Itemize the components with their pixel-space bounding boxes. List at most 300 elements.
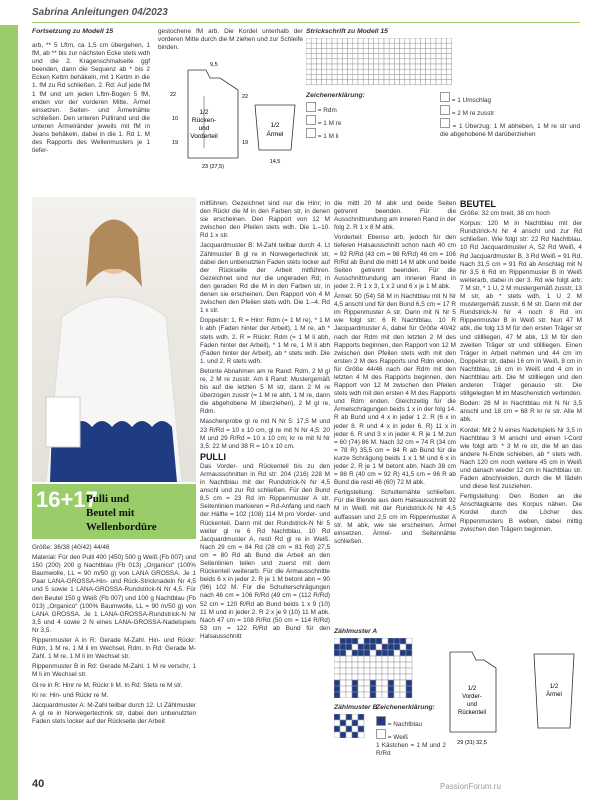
chart-cell [364,680,370,686]
chart-cell [358,638,364,644]
chart-cell [306,59,311,64]
chart-cell [316,38,321,43]
chart-cell [353,43,358,48]
chart-cell [382,662,388,668]
chart-cell [364,692,370,698]
chart-cell [353,54,358,59]
chart-cell [327,48,332,53]
chart-cell [446,69,451,74]
chart-cell [358,43,363,48]
chart-cell [311,43,316,48]
chart-cell [353,69,358,74]
chart-cell [441,59,446,64]
svg-text:9,5: 9,5 [210,62,218,68]
chart-cell [306,54,311,59]
chart-cell [384,69,389,74]
chart-cell [446,64,451,69]
chart-cell [327,74,332,79]
chart-cell [327,59,332,64]
chart-cell [415,69,420,74]
chart-cell [311,38,316,43]
chart-cell [441,80,446,85]
top-legend-left: = Rdm = 1 M re = 1 M li [306,102,416,141]
chart-cell [346,686,352,692]
chart-cell [364,656,370,662]
top-legend-right: = 1 Umschlag = 2 M re zusstr = 1 Überzug: 1 M abheben, 1 M re str und die abgehobene M darüberziehen [440,92,580,139]
chart-cell [382,638,388,644]
chart-cell [346,644,352,650]
pullover-schematic-sleeve [245,95,305,175]
chart-cell [352,668,358,674]
chart-cell [406,644,412,650]
chart-cell [364,668,370,674]
chart-cell [415,38,420,43]
chart-cell [405,54,410,59]
svg-text:Vorder-: Vorder- [462,694,482,700]
chart-cell [352,732,358,738]
chart-cell [340,656,346,662]
chart-cell [334,714,340,720]
chart-cell [306,43,311,48]
chart-cell [394,638,400,644]
chart-cell [376,686,382,692]
chart-cell [400,686,406,692]
chart-cell [370,650,376,656]
chart-cell [379,80,384,85]
chart-cell [352,720,358,726]
chart-cell [342,43,347,48]
chart-cell [406,650,412,656]
continuation-text-col1: arb, ** 5 Lftm, ca 1,5 cm übergehen, 1 fM, ab ** bis zur nächsten Ecke stets wdh und die 2. Kragenschmalseite ggf beenden, dann die Sequenz ab * bis 2 Ecken Kettm behäkeln, mit 1 Kettm in die 1. fM zu Rd schließen. 2. Rd: Auf jede fM 1 fM und um jeden Lftm-Bogen 5 fM, enden vor der vorderen Mitte. Ärmel einsetzen. Seiten- und Ärmelnähte schließen. Den unteren Pullirand und die unteren Ärmelränder jeweils mit fM in Jeans behäkeln, dabei in die 1. Rd 1. M des Rapports des Wellenmusters je 1 tiefer- [32,42,150,155]
svg-text:10: 10 [172,116,179,122]
chart-cell [441,69,446,74]
chart-cell [364,644,370,650]
beutel-column: BEUTEL Größe: 32 cm breit, 38 cm hoch Korpus: 120 M in Nachtblau mit der Rundstrick-N Nr 4 anschl und zur Rd schließen. Wie folgt str: 22 Rd Nachtblau, 10 Rd Jacquardmuster A, 52 Rd Weiß, 4 Rd Jacquardmuster B, 3 Rd Weiß = 91 Rd. Nach 31,5 cm = 91 Rd ab Anschlag mit N Nr 3,5 6 Rd im Rippenmuster B in Weiß weiterarb, dabei in der 3. Rd wie folgt arb: 7 M str, * 1 U, 2 M mustergemäß zusstr, 13 M str, ab * stets wdh, 1 U 2 M mustergemäß zusstr, 6 M str. Dann mit der Rundstrick-N Nr 4 noch 8 Rd im Rippenmuster B in Weiß str. Nun 47 M abk, die folg 13 M für den ersten Träger str und stillliegen, 47 M abk, 13 M für den zweiten Träger str und stillliegen. Einen Träger in Arbeit nehmen und 44 cm im Doppelstr str, dabei 16 cm in Weiß, 8 cm in Nachtblau, 16 cm in Weiß und 4 cm in Nachtblau arb. Die M stillliegen und den anderen Träger genauso str. Die stillgelegten M im Maschenstich verbinden. Boden: 28 M in Nachtblau mit N Nr 3,5 anschl und 18 cm = 68 R kr re str. Alle M abk. Kordel: Mit 2 N eines Nadelspiels Nr 3,5 in Nachtblau 3 M anschl und einen I-Cord wie folgt arb: * 3 M re str, die M an das andere N-Ende schieben, ab * stets wdh. Nach 120 cm noch weitere 45 cm in Weiß und danach wieder 12 cm in Nachtblau str. Faden abschneiden, durch die M fädeln und diese fest zusziehen. Fertigstellung: Den Boden an die Anschlagkante des Korpus nähen. Die Kordel durch die Löcher des Rippenmusters B weben, dabei mittig zwischen den Trägern beginnen. [460,199,582,533]
chart-cell [426,74,431,79]
chart-cell [388,686,394,692]
top-chart-title: Strickschrift zu Modell 15 [306,28,388,35]
chart-cell [358,732,364,738]
chart-cell [322,80,327,85]
chart-cell [332,48,337,53]
chart-cell [334,732,340,738]
chart-cell [406,638,412,644]
chart-cell [441,48,446,53]
chart-cell [322,69,327,74]
chart-cell [327,43,332,48]
chart-cell [316,48,321,53]
chart-cell [316,59,321,64]
chart-cell [327,38,332,43]
chart-cell [327,80,332,85]
chart-cell [415,59,420,64]
chart-cell [337,38,342,43]
chart-cell [353,64,358,69]
chart-cell [410,43,415,48]
chart-cell [374,59,379,64]
model-name: Pulli und Beutel mit Wellenbordüre [86,493,157,533]
chart-cell [431,48,436,53]
chart-cell [400,69,405,74]
chart-cell [346,662,352,668]
chart-cell [368,38,373,43]
chart-cell [389,74,394,79]
chart-cell [394,64,399,69]
chart-cell [358,59,363,64]
schematic-body-label: 1/2 [199,109,209,116]
chart-cell [420,69,425,74]
chart-cell [370,662,376,668]
chart-cell [426,54,431,59]
chart-cell [346,638,352,644]
chart-cell [374,64,379,69]
chart-cell [382,674,388,680]
page-number: 40 [32,778,45,790]
chart-cell [426,69,431,74]
svg-text:Rückenteil: Rückenteil [457,710,487,716]
chart-cell [358,714,364,720]
chart-cell [436,48,441,53]
chart-cell [389,54,394,59]
chart-cell [374,38,379,43]
chart-cell [340,726,346,732]
chart-cell [368,80,373,85]
chart-cell [394,59,399,64]
chart-cell [346,674,352,680]
chart-cell [334,668,340,674]
chart-cell [340,680,346,686]
chart-cell [379,74,384,79]
chart-cell [334,644,340,650]
chart-cell [415,74,420,79]
chart-cell [431,59,436,64]
chart-cell [353,74,358,79]
chart-cell [316,43,321,48]
chart-cell [415,80,420,85]
chart-cell [363,74,368,79]
chart-cell [348,59,353,64]
chart-cell [431,43,436,48]
chart-cell [420,74,425,79]
right-column: die mittl 20 M abk und beide Seiten getrennt beenden. Für die Ausschnittrundung am inneren Rand in der folg 2. R 1 x 8 M abk. Vorderteil: Ebenso arb, jedoch für den tieferen Halsausschnitt schon nach 40 cm = 92 R/Rd (43 cm = 98 R/Rd) 46 cm = 106 R/Rd ab Bund die mittl 14 M abk und beide Seiten getrennt beenden. Für die Ausschnittrundung am inneren Rand in jeder 2. R 1 x 3, 1 x 2 und 6 x je 1 M abk. Ärmel: 50 (54) 58 M in Nachtblau mit N Nr 4,5 anschl und für den Bund 6,5 cm = 17 R im Rippenmuster A str. Dann mit N Nr 5 wie folgt str: 6 R Nachtblau, 10 R Jacquardmuster A, dabei für Größe 40/42 nach der Rdm mit den letzten 2 M des Rapports beginnen, den Rapport von 12 M zwischen den Pfeilen stets wdh mit den ersten 2 M des Rapports und Rdm enden, für Größe 44/46 nach der Rdm mit den letzten 4 M des Rapports beginnen, den Rapport von 12 M zwischen den Pfeilen stets wdh mit den ersten 4 M des Rapports und Rdm enden. Gleichzeitig für die Ärmelschrägungen beids 1 x in der folg 14. R ab Bund und 4 x in jeder 1 2. R (6 x in jeder 8. R und 4 x in jeder 6. R) 11 x in jeder 6. R und 3 x in jeder 4. R je 1 M zun = 60 (74) 86 M. Nach 32 cm = 74 R (34 cm = 78 R) 35,5 cm = 84 R ab Bund für die kurze Schrägung beids 1 x 1 M und 6 x in jeder 2. R je 1 M betont abn. Nach 38 cm = 88 R (40 cm = 92 R) 41,5 cm = 96 R ab Bund die restl 46 (60) 72 M abk. Fertigstellung: Schulternähte schließen. Für die Blende aus dem Halsausschnitt 92 M in Weiß mit der Rundstrick-N Nr 4,5 auffassen und 2,5 cm im Rippenmuster A str. M abk, wie sie erscheinen. Ärmel einsetzen. Ärmel- und Seitennähte schließen. [334,200,456,545]
chart-cell [374,43,379,48]
chart-b [334,714,374,738]
chart-cell [348,80,353,85]
svg-text:14,5: 14,5 [269,159,281,165]
chart-cell [348,38,353,43]
chart-cell [352,714,358,720]
chart-cell [346,668,352,674]
chart-cell [405,80,410,85]
chart-cell [337,74,342,79]
chart-cell [368,74,373,79]
chart-a-title: Zählmuster A [334,628,378,635]
chart-cell [436,69,441,74]
chart-cell [382,680,388,686]
chart-cell [368,43,373,48]
chart-cell [358,692,364,698]
chart-cell [334,662,340,668]
chart-cell [436,43,441,48]
middle-column: mitführen. Gezeichnet sind nur die Hinr; in den Rückr die M in den Farben str, in denen sie erscheinen. Den Rapport von 12 M zwischen den Pfeilen stets wdh. Die 1.–10. Rd 1 x str. Jacquardmuster B: M-Zahl teilbar durch 4. Lt Zählmuster B gl re in Norwegertechnik str, dabei den unbenutzten Faden stets locker auf der Rückseite der Arbeit mitführen. Gezeichnet sind nur die ungeraden Rd; in den geraden Rd die M in den Farben str, in denen sie erscheinen. Den Rapport von 4 M zwischen den Pfeilen stets wdh. Die 1.–4. Rd 1 x str. Doppelstr: 1. R = Hinr: Rdm (= 1 M re), * 1 M li abh (Faden hinter der Arbeit), 1 M re, ab * stets wdh. 2. R = Rückr: Rdm (= 1 M li abh, Faden hinter der Arbeit), * 1 M re, 1 M li abh (Faden hinter der Arbeit), ab * stets wdh. Die 1. und 2. R stets wdh. Betonte Abnahmen am re Rand: Rdm, 2 M gl re, 2 M re zusstr. Am li Rand: Mustergemäß bis auf die letzten 5 M str, dann 2 M re überzogen zusstr (= 1 M re abh, 1 M re, dann die abgehobene M überziehen), 2 M gl re, Rdm. Maschenprobe gl re mit N Nr 5: 17,5 M und 23 R/Rd = 10 x 10 cm, gl re mit N Nr 4,5: 20 M und 29 R/Rd = 10 x 10 cm; kr re mit N Nr 3,5: 22 M und 38 R = 10 x 10 cm. PULLI Das Vorder- und Rückenteil bis zu den Armausschnitten in Rd str: 204 (216) 228 M in Nachtblau mit der Rundstrick-N Nr 4,5 anschl und zur Rd schließen. Für den Bund 8,5 cm = 23 Rd im Rippenmuster A str. Seitenlinien markieren = Rd-Anfang und nach der Hälfte = 102 (108) 114 M pro Vorder- und Rückenteil. Dann mit der Rundstrick-N Nr 5 weiter gl re 6 Rd Nachtblau, 10 Rd Jacquardmuster A, restl Rd gl re in Weiß. Nach 29 cm = 84 Rd (28 cm = 81 Rd) 27,5 cm = 80 Rd ab Bund die Arbeit an den Seitenlinien teilen und zuerst mit dem Rückenteil weiterarb. Für die Armausschnitte beids 6 x in jeder 2. R je 1 M betont abn = 90 (96) 102 M. Für die Schulterschrägungen nach 46 cm = 106 R/Rd (49 cm = (112 R/Rd) 52 cm = 120 R/Rd ab Bund beids 1 x 9 (10) 11 M und in jeder 2. R 2 x je 9 (10) 11 M abk. Nach 47 cm = 108 R/Rd (50 cm = 114 R/Rd) 53 cm = 122 R/Rd ab Bund für den Halsausschnitt [200,200,330,640]
chart-cell [400,644,406,650]
svg-text:19: 19 [242,140,249,146]
chart-cell [431,54,436,59]
chart-cell [340,674,346,680]
chart-cell [394,656,400,662]
chart-cell [384,54,389,59]
chart-cell [415,43,420,48]
chart-cell [332,43,337,48]
chart-cell [405,38,410,43]
chart-cell [358,726,364,732]
chart-cell [431,64,436,69]
chart-cell [415,48,420,53]
chart-cell [400,668,406,674]
chart-cell [431,74,436,79]
svg-text:22: 22 [170,92,177,98]
chart-cell [363,69,368,74]
chart-cell [342,59,347,64]
chart-cell [400,54,405,59]
chart-cell [406,692,412,698]
svg-text:Ärmel: Ärmel [266,131,284,138]
chart-cell [306,48,311,53]
chart-cell [353,59,358,64]
chart-cell [400,662,406,668]
chart-cell [316,69,321,74]
footer-watermark: PassionForum.ru [440,782,501,791]
chart-cell [337,43,342,48]
chart-cell [353,38,358,43]
chart-cell [431,80,436,85]
chart-cell [352,726,358,732]
chart-cell [306,74,311,79]
chart-cell [364,686,370,692]
chart-cell [348,69,353,74]
chart-cell [389,80,394,85]
chart-cell [334,726,340,732]
chart-cell [446,54,451,59]
chart-cell [436,64,441,69]
chart-cell [374,54,379,59]
chart-cell [332,64,337,69]
chart-cell [358,662,364,668]
chart-cell [358,674,364,680]
chart-cell [358,69,363,74]
chart-cell [431,69,436,74]
chart-cell [368,59,373,64]
chart-cell [363,80,368,85]
chart-cell [337,59,342,64]
chart-cell [332,69,337,74]
chart-cell [334,674,340,680]
chart-cell [358,668,364,674]
chart-cell [400,43,405,48]
svg-text:Rücken-: Rücken- [191,117,217,124]
chart-cell [340,650,346,656]
chart-cell [340,644,346,650]
chart-cell [370,656,376,662]
chart-cell [363,59,368,64]
chart-cell [379,59,384,64]
chart-cell [426,64,431,69]
svg-text:1/2: 1/2 [270,122,280,129]
chart-cell [446,74,451,79]
chart-cell [420,48,425,53]
chart-cell [348,54,353,59]
chart-cell [446,38,451,43]
chart-cell [311,48,316,53]
chart-cell [384,38,389,43]
chart-cell [410,38,415,43]
chart-cell [352,656,358,662]
chart-cell [400,59,405,64]
chart-cell [376,680,382,686]
chart-cell [406,656,412,662]
chart-cell [400,38,405,43]
chart-cell [384,48,389,53]
chart-cell [446,80,451,85]
chart-cell [352,644,358,650]
chart-cell [388,692,394,698]
chart-cell [311,69,316,74]
chart-cell [374,69,379,74]
chart-cell [376,692,382,698]
chart-cell [342,54,347,59]
chart-cell [394,650,400,656]
chart-cell [334,638,340,644]
chart-cell [322,54,327,59]
chart-cell [394,43,399,48]
bottom-legend: = Nachtblau = Weiß 1 Kästchen = 1 M und 2 R/Rd [376,716,446,758]
chart-cell [342,48,347,53]
chart-cell [311,59,316,64]
chart-cell [379,64,384,69]
chart-cell [384,74,389,79]
chart-cell [334,650,340,656]
chart-cell [374,80,379,85]
chart-cell [342,69,347,74]
chart-cell [394,692,400,698]
chart-cell [337,54,342,59]
chart-cell [340,720,346,726]
chart-cell [382,644,388,650]
chart-cell [358,64,363,69]
chart-cell [340,668,346,674]
chart-cell [436,54,441,59]
chart-cell [376,662,382,668]
chart-cell [394,668,400,674]
model-number: 16+17 [36,487,98,512]
chart-cell [376,644,382,650]
chart-cell [352,650,358,656]
page-header: Sabrina Anleitungen 04/2023 [32,7,168,18]
chart-cell [426,43,431,48]
chart-cell [410,59,415,64]
chart-cell [420,64,425,69]
chart-cell [332,74,337,79]
chart-cell [358,650,364,656]
chart-cell [394,686,400,692]
chart-cell [316,74,321,79]
svg-text:19: 19 [172,140,179,146]
chart-cell [363,38,368,43]
chart-cell [327,69,332,74]
chart-cell [353,48,358,53]
chart-cell [322,48,327,53]
chart-cell [363,48,368,53]
chart-cell [363,54,368,59]
chart-cell [420,43,425,48]
chart-cell [388,674,394,680]
chart-cell [342,64,347,69]
chart-cell [311,80,316,85]
chart-cell [436,74,441,79]
chart-cell [394,69,399,74]
chart-cell [346,680,352,686]
chart-cell [322,59,327,64]
model-photo [32,197,196,482]
chart-cell [346,732,352,738]
chart-cell [370,668,376,674]
chart-cell [370,680,376,686]
chart-cell [358,54,363,59]
bottom-schematics [434,632,586,750]
chart-cell [400,650,406,656]
chart-cell [334,686,340,692]
chart-cell [406,686,412,692]
chart-cell [358,686,364,692]
top-knit-chart [306,38,586,88]
chart-cell [415,64,420,69]
chart-cell [446,43,451,48]
chart-cell [394,38,399,43]
chart-cell [346,650,352,656]
chart-cell [406,662,412,668]
chart-cell [394,48,399,53]
chart-cell [368,69,373,74]
chart-cell [364,662,370,668]
chart-cell [340,732,346,738]
chart-cell [388,644,394,650]
chart-cell [316,54,321,59]
chart-cell [394,80,399,85]
chart-cell [382,668,388,674]
chart-cell [332,59,337,64]
chart-cell [379,48,384,53]
chart-cell [352,680,358,686]
chart-cell [405,59,410,64]
chart-cell [410,54,415,59]
chart-cell [384,64,389,69]
chart-cell [358,74,363,79]
chart-cell [379,54,384,59]
chart-cell [306,38,311,43]
chart-cell [420,80,425,85]
chart-cell [405,69,410,74]
continuation-text-col2: gestochene fM arb. Die Kordel unterhalb der vorderen Mitte durch die M ziehen und zur Schleife binden. [158,28,303,52]
chart-cell [426,80,431,85]
chart-cell [332,38,337,43]
chart-cell [388,680,394,686]
chart-cell [368,64,373,69]
chart-cell [388,656,394,662]
chart-cell [376,668,382,674]
chart-cell [436,38,441,43]
chart-cell [322,43,327,48]
chart-cell [400,80,405,85]
